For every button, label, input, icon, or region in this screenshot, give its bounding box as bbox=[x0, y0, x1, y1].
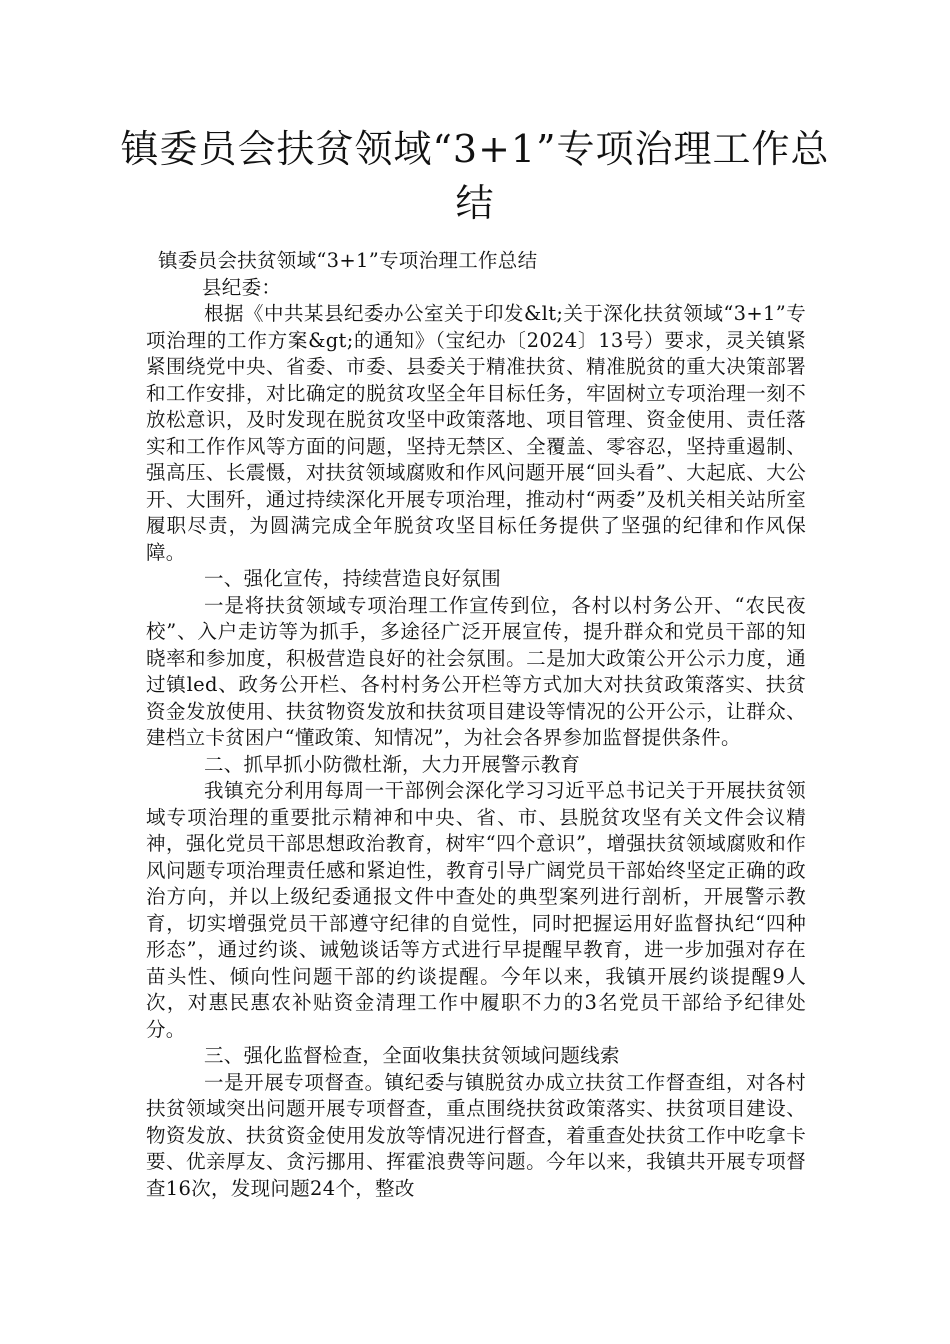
section-heading-1: 一、强化宣传，持续营造良好氛围 bbox=[204, 567, 502, 590]
subtitle: 镇委员会扶贫领域“3+1”专项治理工作总结 bbox=[158, 249, 538, 272]
paragraph-section-1: 一是将扶贫领域专项治理工作宣传到位，各村以村务公开、“农民夜校”、入户走访等为抓手，多途径广泛开展宣传，提升群众和党员干部的知晓率和参加度，积极营造良好的社会氛围。二是加大政策公开公示力度，通过镇led、政务公开栏、各村村务公开栏等方式加大对扶贫政策落实、扶贫资金发放使用、扶贫物资发放和扶贫项目建设等情况的公开公示，让群众、建档立卡贫困户“懂政策、知情况”，为社会各界参加监督提供条件。 bbox=[146, 593, 806, 749]
document-body bbox=[146, 248, 806, 1202]
section-heading-2: 二、抓早抓小防微杜渐，大力开展警示教育 bbox=[204, 752, 581, 776]
section-heading-3: 三、强化监督检查，全面收集扶贫领域问题线索 bbox=[204, 1044, 620, 1067]
paragraph-section-3: 一是开展专项督查。镇纪委与镇脱贫办成立扶贫工作督查组，对各村扶贫领域突出问题开展专项督查，重点围绕扶贫政策落实、扶贫项目建设、物资发放、扶贫资金使用发放等情况进行督查，着重查处扶贫工作中吃拿卡要、优亲厚友、贪污挪用、挥霍浪费等问题。今年以来，我镇共开展专项督查16次，发现问题24个，整改 bbox=[146, 1070, 806, 1200]
paragraph-intro: 根据《中共某县纪委办公室关于印发&lt;关于深化扶贫领域“3+1”专项治理的工作方案&gt;的通知》（宝纪办〔2024〕13号）要求，灵关镇紧紧围绕党中央、省委、市委、县委关于精准扶贫、精准脱贫的重大决策部署和工作安排，对比确定的脱贫攻坚全年目标任务，牢固树立专项治理一刻不放松意识，及时发现在脱贫攻坚中政策落地、项目管理、资金使用、责任落实和工作作风等方面的问题，坚持无禁区、全覆盖、零容忍，坚持重遏制、强高压、长震慑，对扶贫领域腐败和作风问题开展“回头看”、大起底、大公开、大围歼，通过持续深化开展专项治理，推动村“两委”及机关相关站所室履职尽责，为圆满完成全年脱贫攻坚目标任务提供了坚强的纪律和作风保障。 bbox=[146, 302, 806, 564]
page-title: 镇委员会扶贫领域“3+1”专项治理工作总结 bbox=[120, 127, 830, 225]
paragraph-section-2: 我镇充分利用每周一干部例会深化学习习近平总书记关于开展扶贫领域专项治理的重要批示精神和中央、省、市、县脱贫攻坚有关文件会议精神，强化党员干部思想政治教育，树牢“四个意识”，增强扶贫领域腐败和作风问题专项治理责任感和紧迫性，教育引导广阔党员干部始终坚定正确的政治方向，并以上级纪委通报文件中查处的典型案列进行剖析，开展警示教育，切实增强党员干部遵守纪律的自觉性，同时把握运用好监督执纪“四种形态”，通过约谈、诫勉谈话等方式进行早提醒早教育，进一步加强对存在苗头性、倾向性问题干部的约谈提醒。今年以来，我镇开展约谈提醒9人次，对惠民惠农补贴资金清理工作中履职不力的3名党员干部给予纪律处分。 bbox=[146, 779, 806, 1041]
addressee: 县纪委： bbox=[202, 275, 282, 299]
